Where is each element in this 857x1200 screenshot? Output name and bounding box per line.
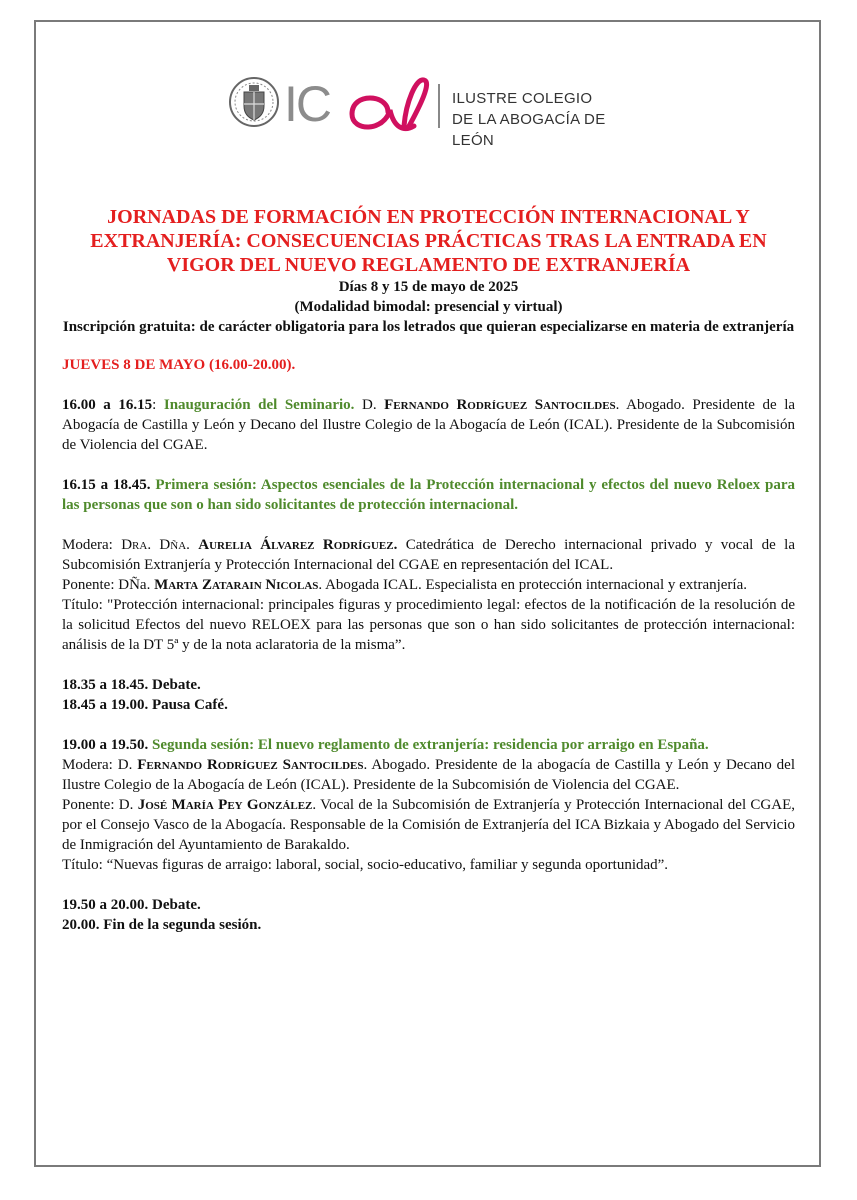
logo-letters-ic: IC: [284, 76, 330, 132]
coat-of-arms-seal-icon: [228, 76, 280, 128]
session1-moderator: Modera: Dra. Dña. Aurelia Álvarez Rodríguez. Catedrática de Derecho internacional privado y vocal de la Subcomisión Extranjería y Protección Internacional del CGAE en representación del ICAL.: [62, 537, 796, 573]
session-end: 20.00. Fin de la segunda sesión.: [62, 917, 262, 933]
ical-logo: [226, 66, 646, 149]
logo-divider: [438, 84, 440, 128]
event-modality: (Modalidad bimodal: presencial y virtual): [294, 299, 563, 315]
session1-talk-title: Título: "Protección internacional: principales figuras y procedimiento legal: efectos de la notificación de la resolución de la solicitud Efectos del nuevo RELOEX para las personas que son o han sido solicitantes de protección internacional: análisis de la DT 5ª y de la nota aclaratoria de la misma”.: [62, 597, 795, 653]
session2-talk-title: Título: “Nuevas figuras de arraigo: laboral, social, socio-educativo, familiar y segunda oportunidad”.: [62, 857, 669, 873]
logo-institution-name: ILUSTRE COLEGIO DE LA ABOGACÍA DE LEÓN: [452, 90, 606, 149]
document-body: [62, 205, 795, 935]
debate-1: 18.35 a 18.45. Debate.: [62, 677, 201, 693]
debate-2: 19.50 a 20.00. Debate.: [62, 897, 201, 913]
session2-heading: 19.00 a 19.50. Segunda sesión: El nuevo reglamento de extranjería: residencia por arraigo en España.: [62, 737, 709, 753]
coffee-break: 18.45 a 19.00. Pausa Café.: [62, 697, 228, 713]
registration-note: Inscripción gratuita: de carácter obligatoria para los letrados que quieran especializarse en materia de extranjería: [62, 319, 795, 335]
event-dates: Días 8 y 15 de mayo de 2025: [338, 279, 519, 295]
day-heading: JUEVES 8 DE MAYO (16.00-20.00).: [62, 357, 296, 373]
session1-heading: 16.15 a 18.45. Primera sesión: Aspectos esenciales de la Protección internacional y efectos del nuevo Reloex para las personas que son o han sido solicitantes de protección internacional.: [62, 477, 795, 513]
session1-speaker: Ponente: DÑa. Marta Zatarain Nicolas. Abogada ICAL. Especialista en protección internacional y extranjería.: [62, 577, 748, 593]
session2-speaker: Ponente: D. José María Pey González. Vocal de la Subcomisión de Extranjería y Protección Internacional del CGAE, por el Consejo Vasco de la Abogacía. Responsable de la Comisión de Extranjería del ICA Bizkaia y Abogado del Servicio de Inmigración del Ayuntamiento de Barakaldo.: [62, 797, 796, 853]
logo-al-mark-icon: [344, 72, 434, 138]
inauguration-block: 16.00 a 16.15: Inauguración del Seminario. D. Fernando Rodríguez Santocildes. Abogado. Presidente de la Abogacía de Castilla y León y Decano del Ilustre Colegio de la Abogacía de León (ICAL). Presidente de la Subcomisión de Violencia del CGAE.: [62, 397, 796, 453]
page-title: JORNADAS DE FORMACIÓN EN PROTECCIÓN INTERNACIONAL Y EXTRANJERÍA: CONSECUENCIAS PRÁCTICAS TRAS LA ENTRADA EN VIGOR DEL NUEVO REGLAMENTO DE EXTRANJERÍA: [90, 206, 767, 276]
session2-moderator: Modera: D. Fernando Rodríguez Santocildes. Abogado. Presidente de la abogacía de Castilla y León y Decano del Ilustre Colegio de la Abogacía de León (ICAL). Presidente de la Subcomisión de Violencia del CGAE.: [62, 757, 795, 793]
